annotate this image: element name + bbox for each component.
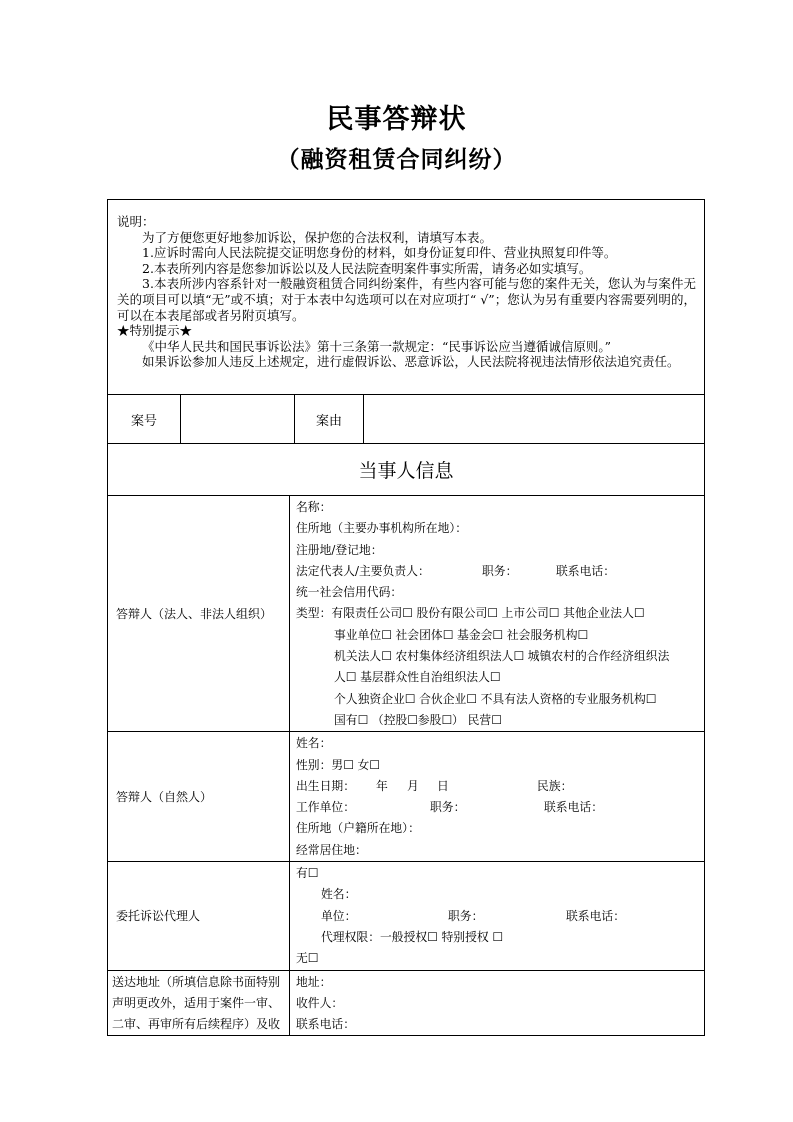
instructions-item-2: 2.本表所列内容是您参加诉讼以及人民法院查明案件事实所需，请务必如实填写。 bbox=[142, 260, 592, 276]
agent-has: 有☐ bbox=[296, 866, 319, 881]
birth-month: 月 bbox=[407, 778, 419, 793]
special-notice-law: 《中华人民共和国民事诉讼法》第十三条第一款规定：“民事诉讼应当遵循诚信原则。” bbox=[142, 338, 612, 354]
legal-person-type-line-1: 类型：有限责任公司☐ 股份有限公司☐ 上市公司☐ 其他企业法人☐ bbox=[296, 606, 645, 621]
natural-person-name: 姓名： bbox=[296, 736, 332, 751]
legal-person-type-line-6: 国有☐ （控股☐参股☐） 民营☐ bbox=[334, 712, 502, 727]
agent-position-label: 职务： bbox=[448, 908, 484, 923]
agent-phone-label: 联系电话： bbox=[566, 908, 625, 923]
work-position-label: 职务： bbox=[430, 800, 466, 815]
legal-person-type-line-3: 机关法人☐ 农村集体经济组织法人☐ 城镇农村的合作经济组织法 bbox=[334, 649, 670, 664]
agent-name: 姓名： bbox=[321, 887, 357, 902]
work-phone-label: 联系电话： bbox=[544, 800, 603, 815]
natural-person-label: 答辩人（自然人） bbox=[108, 732, 290, 862]
case-cause-label: 案由 bbox=[295, 395, 364, 444]
natural-person-fields[interactable] bbox=[290, 732, 705, 862]
natural-person-habitual: 经常居住地： bbox=[296, 842, 367, 857]
case-number-label: 案号 bbox=[108, 395, 181, 444]
case-cause-field[interactable] bbox=[364, 395, 705, 444]
legal-person-residence: 住所地（主要办事机构所在地）： bbox=[296, 521, 468, 536]
birth-date-label: 出生日期： bbox=[296, 778, 355, 793]
legal-rep-label: 法定代表人/主要负责人： bbox=[296, 563, 430, 578]
agent-unit-line bbox=[296, 906, 698, 927]
agent-fields[interactable] bbox=[290, 862, 705, 970]
legal-person-type-line-5: 个人独资企业☐ 合伙企业☐ 不具有法人资格的专业服务机构☐ bbox=[334, 691, 657, 706]
special-notice-warning: 如果诉讼参加人违反上述规定，进行虚假诉讼、恶意诉讼，人民法院将视违法情形依法追究责任。 bbox=[142, 354, 680, 370]
service-phone: 联系电话： bbox=[296, 1017, 355, 1032]
page-title: 民事答辩状 bbox=[326, 104, 467, 135]
legal-person-registered: 注册地/登记地： bbox=[296, 542, 383, 557]
legal-rep-position: 职务： bbox=[482, 563, 518, 578]
answer-form-table bbox=[107, 199, 705, 1036]
natural-person-work-line bbox=[296, 797, 698, 818]
birth-day: 日 bbox=[437, 778, 449, 793]
service-address-label bbox=[108, 970, 290, 1036]
legal-person-name: 名称： bbox=[296, 500, 332, 514]
ethnicity-label: 民族： bbox=[537, 778, 573, 793]
instructions-box bbox=[108, 200, 705, 395]
service-address-fields[interactable] bbox=[290, 970, 705, 1036]
instructions-item-3: 3.本表所涉内容系针对一般融资租赁合同纠纷案件，有些内容可能与您的案件无关，您认为与案件无关的项目可以填“无”或不填；对于本表中勾选项可以在对应项打“ √”；您认为另有重要内容需要列明的，可以在本表尾部或者另附页填写。 bbox=[117, 276, 697, 323]
legal-person-credit-code: 统一社会信用代码： bbox=[296, 585, 403, 600]
legal-person-fields[interactable] bbox=[290, 496, 705, 732]
service-address-label-text: 送达地址（所填信息除书面特别声明更改外，适用于案件一审、二审、再审所有后续程序）及收 bbox=[112, 974, 281, 1032]
natural-person-residence: 住所地（户籍所在地）： bbox=[296, 821, 420, 836]
case-number-field[interactable] bbox=[181, 395, 295, 444]
natural-person-gender: 性别：男☐ 女☐ bbox=[296, 757, 380, 772]
party-info-heading: 当事人信息 bbox=[108, 444, 705, 496]
special-notice-heading: ★特别提示★ bbox=[117, 323, 193, 339]
agent-label: 委托诉讼代理人 bbox=[108, 862, 290, 970]
legal-person-label: 答辩人（法人、非法人组织） bbox=[108, 496, 290, 732]
birth-year: 年 bbox=[376, 778, 388, 793]
service-recipient: 收件人： bbox=[296, 995, 344, 1010]
instructions-heading: 说明： bbox=[117, 214, 155, 229]
legal-person-type-line-2: 事业单位☐ 社会团体☐ 基金会☐ 社会服务机构☐ bbox=[334, 627, 589, 642]
legal-person-rep-line bbox=[296, 561, 698, 582]
instructions-intro: 为了方便您更好地参加诉讼，保护您的合法权利，请填写本表。 bbox=[142, 229, 493, 245]
natural-person-birth-line bbox=[296, 776, 698, 797]
work-unit-label: 工作单位： bbox=[296, 800, 355, 815]
service-address: 地址： bbox=[296, 974, 332, 989]
instructions-item-1: 1.应诉时需向人民法院提交证明您身份的材料，如身份证复印件、营业执照复印件等。 bbox=[142, 245, 617, 261]
agent-unit-label: 单位： bbox=[321, 908, 357, 923]
agent-authority: 代理权限：一般授权☐ 特别授权 ☐ bbox=[321, 929, 504, 944]
page-subtitle: （融资租赁合同纠纷） bbox=[276, 146, 517, 173]
legal-person-type-line-4: 人☐ 基层群众性自治组织法人☐ bbox=[334, 670, 501, 685]
agent-none: 无☐ bbox=[296, 951, 319, 966]
legal-rep-phone: 联系电话： bbox=[556, 563, 615, 578]
